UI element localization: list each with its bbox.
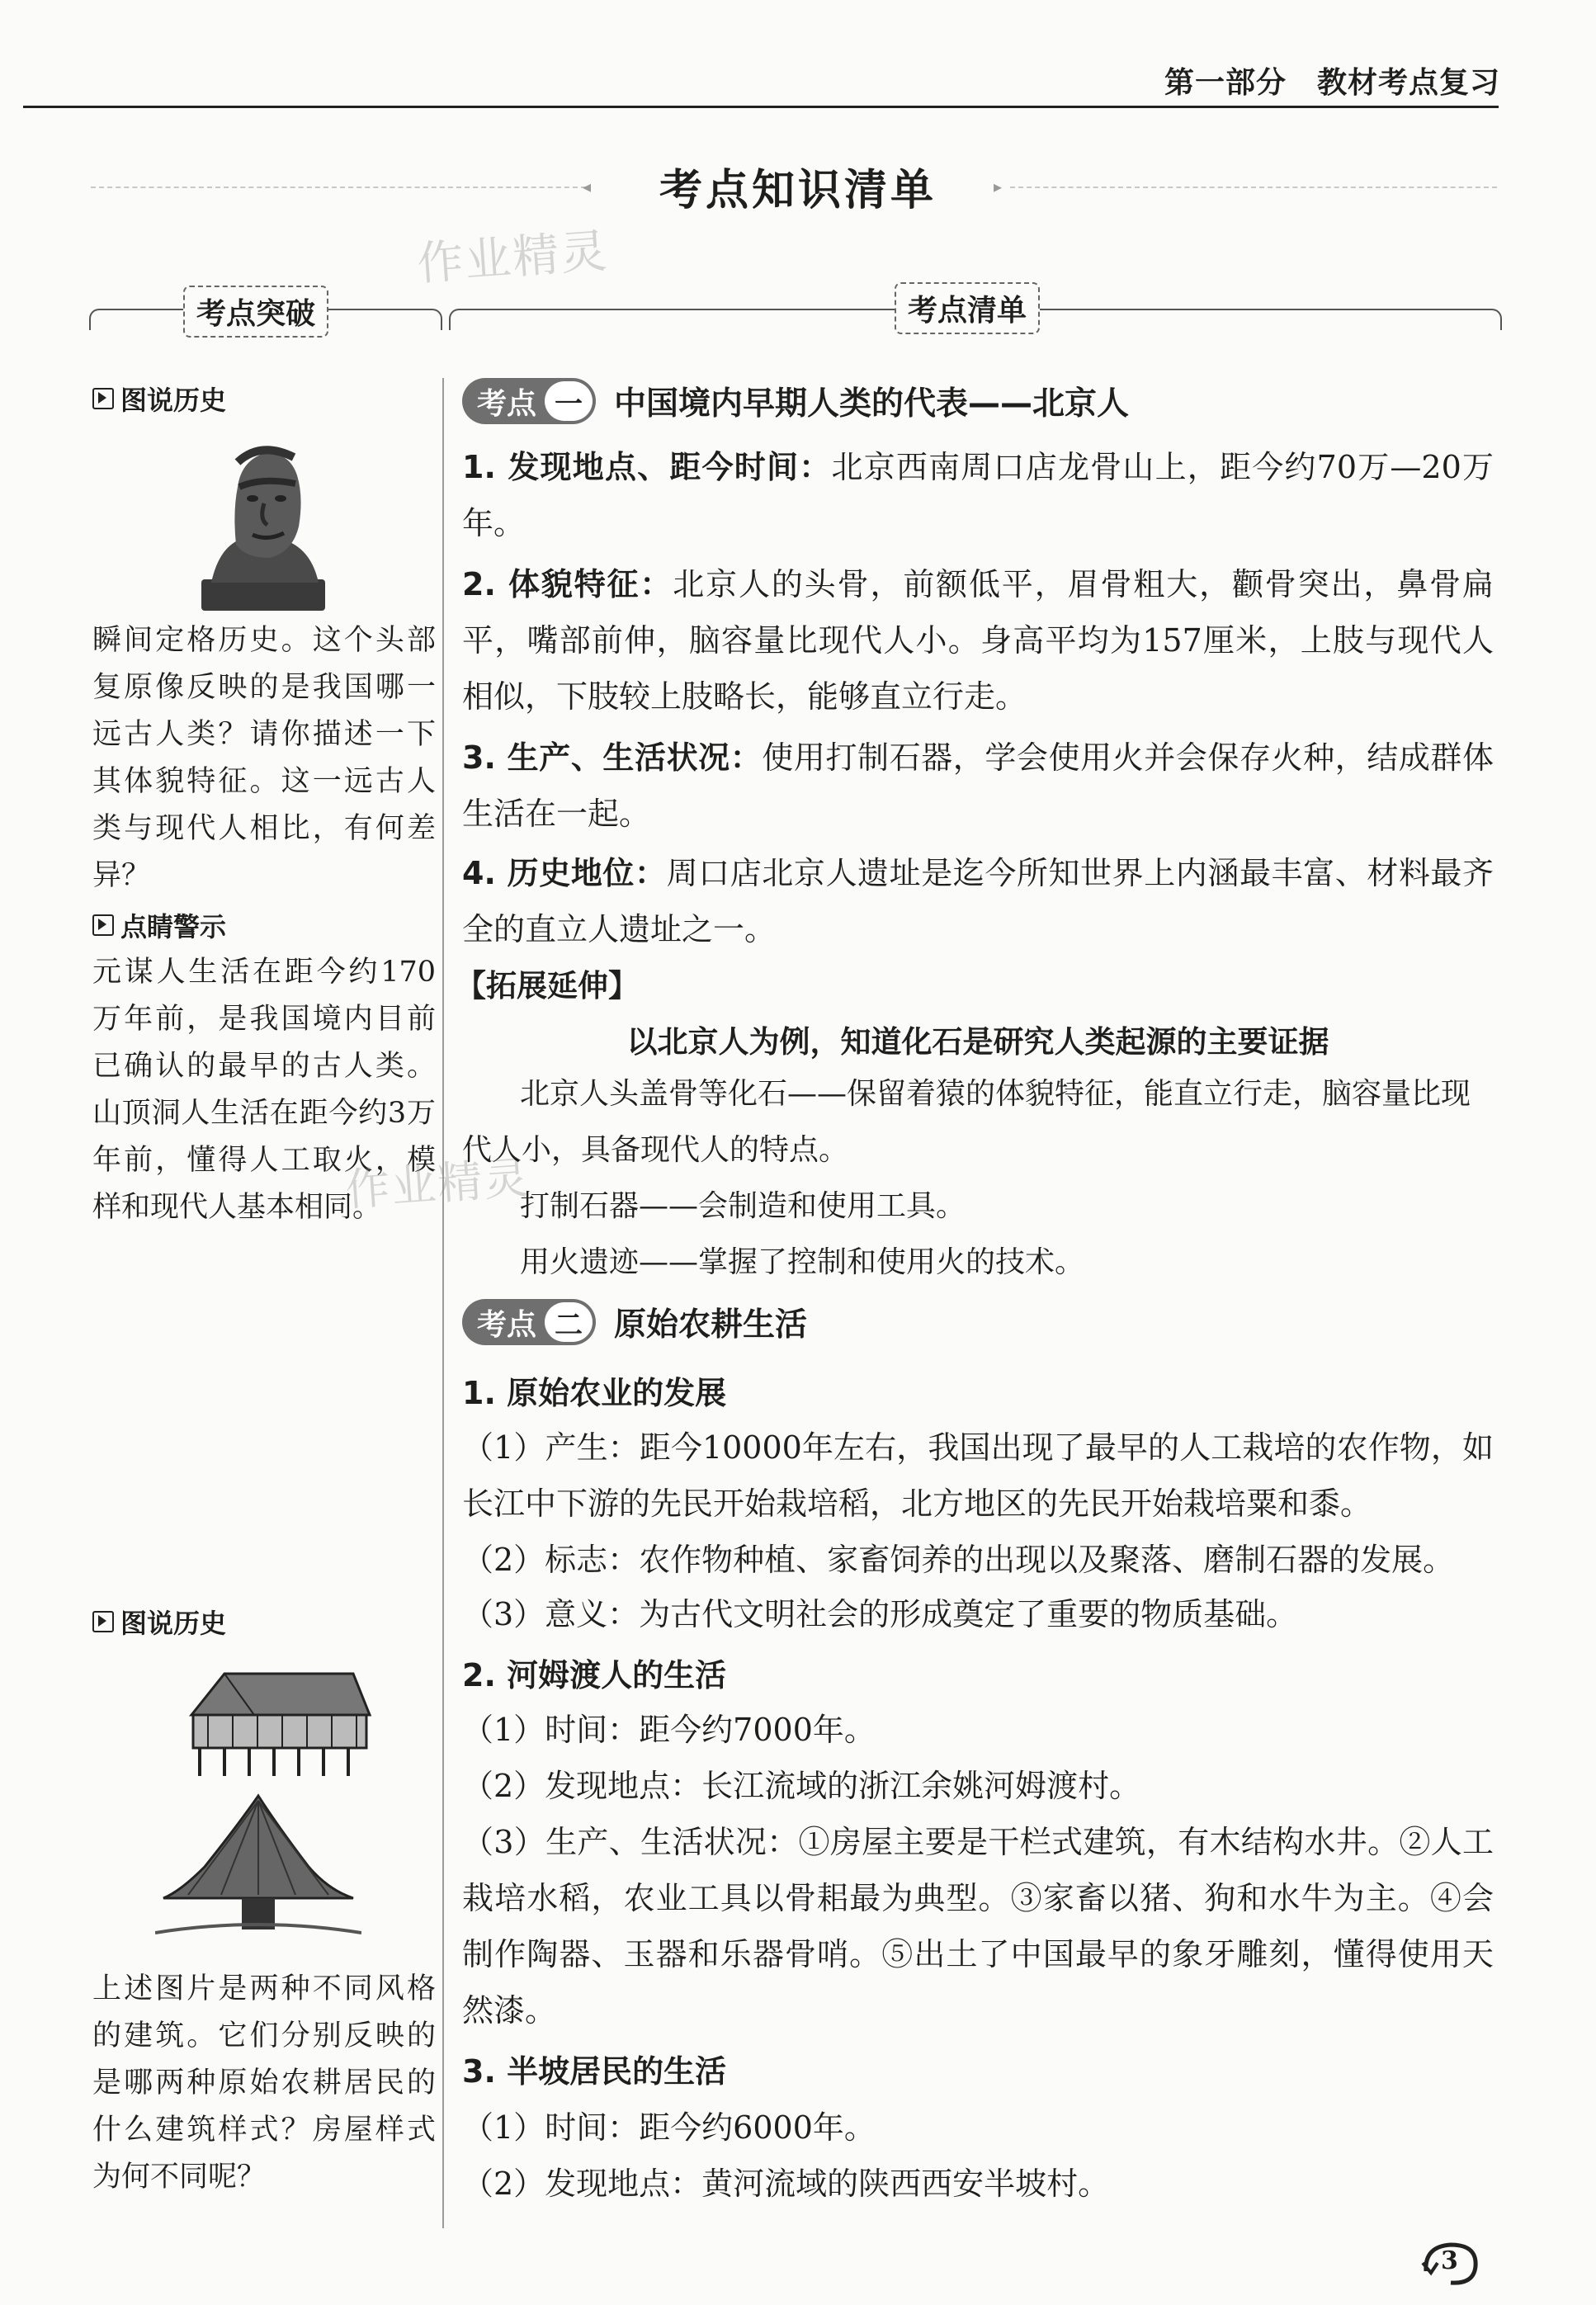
subsection-line: （1）时间：距今约6000年。 — [462, 2109, 876, 2146]
kaodian-badge — [462, 1299, 596, 1345]
subsection-line: （3）意义：为古代文明社会的形成奠定了重要的物质基础。 — [462, 1596, 1298, 1632]
subsection-line: （1）时间：距今约7000年。 — [462, 1712, 876, 1748]
sidebar-heading-label: 图说历史 — [120, 385, 227, 416]
item-lead: 1. 发现地点、距今时间： — [462, 449, 832, 485]
kaodian-item — [462, 730, 1494, 842]
title-divider-right — [1010, 187, 1497, 188]
right-column-header: 考点清单 — [895, 282, 1040, 334]
subsection-heading: 3. 半坡居民的生活 — [462, 2053, 727, 2090]
subsection-line: （2）发现地点：黄河流域的陕西西安半坡村。 — [462, 2166, 1110, 2202]
item-lead: 3. 生产、生活状况： — [462, 739, 763, 776]
page-title: 考点知识清单 — [659, 165, 937, 215]
sidebar-heading-illustrated-history — [92, 380, 226, 418]
kaodian-one-heading — [462, 378, 1494, 424]
sidebar-heading-label: 图说历史 — [120, 1608, 227, 1639]
sidebar-heading-illustrated-history — [92, 1603, 226, 1641]
kaodian-number: 二 — [545, 1302, 593, 1342]
subsection-line: （1）产生：距今10000年左右，我国出现了最早的人工栽培的农作物，如长江中下游的先民开始栽培稻，北方地区的先民开始栽培粟和黍。 — [462, 1429, 1494, 1522]
column-divider — [442, 378, 444, 2228]
sidebar-heading-key-warning — [92, 906, 226, 944]
subsection-heading: 1. 原始农业的发展 — [462, 1375, 727, 1411]
sidebar-heading-label: 点睛警示 — [120, 911, 227, 942]
kaodian-title: 中国境内早期人类的代表——北京人 — [614, 385, 1130, 423]
play-box-icon — [92, 388, 114, 409]
item-lead: 4. 历史地位： — [462, 855, 667, 891]
extension-line: 用火遗迹——掌握了控制和使用火的技术。 — [520, 1245, 1085, 1279]
kaodian-badge-label: 考点 — [477, 1307, 537, 1342]
watermark: 作业精灵 — [343, 1151, 532, 1216]
kaodian-badge-label: 考点 — [477, 386, 537, 421]
subsection-line: （2）发现地点：长江流域的浙江余姚河姆渡村。 — [462, 1768, 1141, 1804]
kaodian-title: 原始农耕生活 — [614, 1306, 808, 1344]
item-lead: 2. 体貌特征： — [462, 566, 673, 602]
sidebar-warning-text: 元谋人生活在距今约170万年前，是我国境内目前已确认的最早的古人类。山顶洞人生活在距今约3万年前，懂得人工取火，模样和现代人基本相同。 — [92, 956, 436, 1224]
sidebar-question-text: 瞬间定格历史。这个头部复原像反映的是我国哪一远古人类？请你描述一下其体貌特征。这一远古人类与现代人相比，有何差异？ — [92, 624, 436, 892]
item-text: 使用打制石器，学会使用火并会保存火种，结成群体生活在一起。 — [462, 739, 1494, 832]
extension-heading: 【拓展延伸】 — [456, 968, 639, 1004]
header-rule — [23, 106, 1499, 108]
sidebar-question-text: 上述图片是两种不同风格的建筑。它们分别反映的是哪两种原始农耕居民的什么建筑样式？房屋样式为何不同呢？ — [92, 1972, 436, 2194]
subsection-heading: 2. 河姆渡人的生活 — [462, 1657, 727, 1693]
kaodian-number: 一 — [545, 381, 593, 421]
extension-title: 以北京人为例，知道化石是研究人类起源的主要证据 — [626, 1024, 1329, 1060]
item-text: 北京西南周口店龙骨山上，距今约70万—20万年。 — [462, 449, 1494, 541]
semi-subterranean-hut-image — [155, 1793, 361, 1941]
kaodian-item — [462, 845, 1494, 957]
play-box-icon — [92, 914, 114, 936]
kaodian-badge — [462, 378, 596, 424]
page-number: 3 — [1441, 2246, 1458, 2275]
extension-line: 打制石器——会制造和使用工具。 — [520, 1189, 966, 1223]
peking-man-bust-image — [187, 429, 335, 614]
watermark: 作业精灵 — [415, 224, 611, 292]
item-text: 周口店北京人遗址是迄今所知世界上内涵最丰富、材料最齐全的直立人遗址之一。 — [462, 855, 1494, 947]
title-arrow-left: ◂ — [583, 177, 592, 196]
item-text: 北京人的头骨，前额低平，眉骨粗大，颧骨突出，鼻骨扁平，嘴部前伸，脑容量比现代人小。身高平均为157厘米，上肢与现代人相似，下肢较上肢略长，能够直立行走。 — [462, 566, 1494, 715]
left-column-header: 考点突破 — [183, 286, 328, 338]
play-box-icon — [92, 1611, 114, 1632]
title-arrow-right: ▸ — [994, 177, 1003, 196]
kaodian-item — [462, 556, 1494, 725]
stilt-house-image — [175, 1669, 373, 1779]
kaodian-item — [462, 439, 1494, 551]
kaodian-two-heading — [462, 1299, 1494, 1345]
subsection-line: （2）标志：农作物种植、家畜饲养的出现以及聚落、磨制石器的发展。 — [462, 1542, 1455, 1578]
extension-line: 北京人头盖骨等化石——保留着猿的体貌特征，能直立行走，脑容量比现代人小，具备现代人的特点。 — [462, 1077, 1471, 1167]
section-header: 第一部分 教材考点复习 — [1164, 66, 1500, 100]
subsection-line: （3）生产、生活状况：①房屋主要是干栏式建筑，有木结构水井。②人工栽培水稻，农业工具以骨耜最为典型。③家畜以猪、狗和水牛为主。④会制作陶器、玉器和乐器骨哨。⑤出土了中国最早的象牙雕刻，懂得使用天然漆。 — [462, 1824, 1494, 2029]
